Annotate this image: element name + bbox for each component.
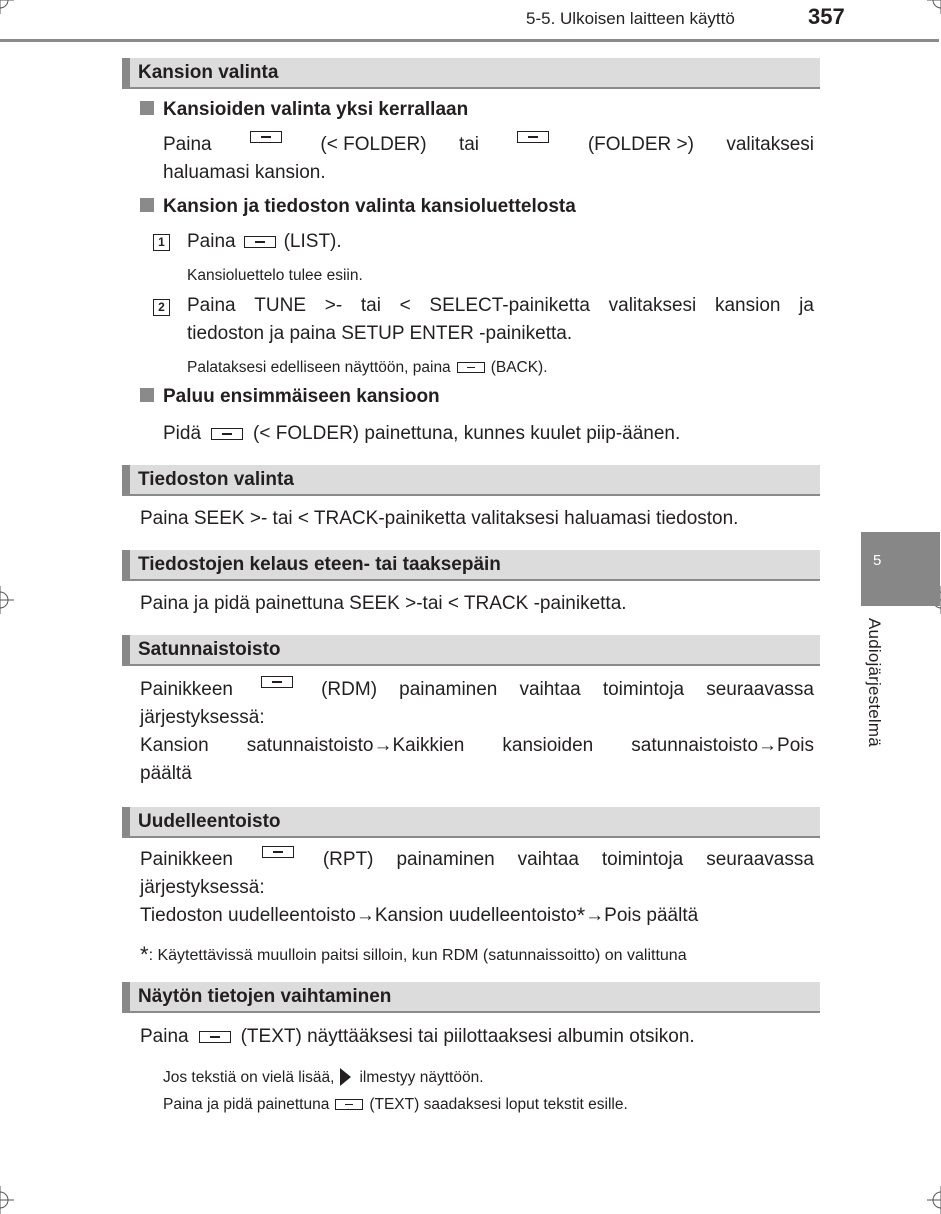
paragraph-return-first-folder xyxy=(163,420,680,448)
section-title: Näytön tietojen vaihtaminen xyxy=(138,986,392,1007)
text: SELECT-painiketta xyxy=(429,295,590,316)
button-icon-rpt xyxy=(262,846,294,858)
text: painaminen xyxy=(396,849,495,870)
step-1-note: Kansioluettelo tulee esiin. xyxy=(187,267,363,284)
footnote-repeat xyxy=(140,942,687,968)
text: >- xyxy=(324,295,343,316)
text: Pidä xyxy=(163,423,202,444)
square-bullet-icon xyxy=(140,101,154,115)
section-title: Kansion valinta xyxy=(138,62,279,83)
text: (< FOLDER) painettuna, kunnes kuulet piip-äänen. xyxy=(253,423,681,444)
chapter-tab xyxy=(861,532,940,606)
registration-mark-bottom-right xyxy=(927,1186,941,1214)
text: toimintoja xyxy=(602,679,685,700)
button-icon-folder-next xyxy=(517,131,549,143)
button-icon-list xyxy=(244,236,276,248)
registration-mark-mid-left xyxy=(0,586,14,614)
paragraph-random-line2: järjestyksessä: xyxy=(140,707,265,728)
section-heading-repeat xyxy=(122,807,820,838)
asterisk-marker: * xyxy=(140,942,149,967)
step-number-2: 2 xyxy=(153,299,170,316)
button-icon-folder-prev xyxy=(250,131,282,143)
text: < xyxy=(399,295,411,316)
text: kansion xyxy=(714,295,781,316)
subheading-return-first-folder xyxy=(140,386,440,408)
text: tai xyxy=(360,295,381,316)
registration-mark-top-right xyxy=(927,0,941,14)
step-2-note xyxy=(187,359,548,377)
text: →Pois päältä xyxy=(585,905,699,926)
square-bullet-icon xyxy=(140,388,154,402)
section-heading-folder-select xyxy=(122,58,820,89)
section-title: Satunnaistoisto xyxy=(138,639,281,660)
subheading-folder-one-by-one xyxy=(140,99,468,121)
section-heading-random xyxy=(122,635,820,666)
text: (TEXT) näyttääksesi tai piilottaaksesi albumin otsikon. xyxy=(240,1026,695,1047)
text: Paina xyxy=(163,134,212,155)
paragraph-folder-buttons xyxy=(163,131,814,159)
subheading-text: Paluu ensimmäiseen kansioon xyxy=(163,386,440,407)
text: ilmestyy näyttöön. xyxy=(359,1069,484,1086)
text: satunnaistoisto→Pois xyxy=(631,735,814,756)
running-header-title: 5-5. Ulkoisen laitteen käyttö xyxy=(526,9,735,28)
subheading-folder-list xyxy=(140,196,576,218)
button-icon-rdm xyxy=(261,676,293,688)
subheading-text: Kansion ja tiedoston valinta kansioluettelosta xyxy=(163,196,576,217)
play-arrow-icon xyxy=(340,1068,351,1086)
paragraph-repeat-line2: järjestyksessä: xyxy=(140,877,265,898)
step-number-1: 1 xyxy=(153,234,170,251)
text: kansioiden xyxy=(502,735,594,756)
registration-mark-top-left xyxy=(0,0,14,14)
paragraph-random-line4: päältä xyxy=(140,763,192,784)
paragraph-random-line3 xyxy=(140,732,814,760)
section-heading-display xyxy=(122,982,820,1013)
text: Tiedoston uudelleentoisto→Kansion uudelleentoisto xyxy=(140,905,577,926)
text: Paina xyxy=(187,231,236,252)
section-title: Tiedostojen kelaus eteen- tai taaksepäin xyxy=(138,554,501,575)
paragraph-continuation: haluamasi kansion. xyxy=(163,162,326,183)
text: : Käytettävissä muulloin paitsi silloin, kun RDM (satunnaissoitto) on valittuna xyxy=(148,947,687,964)
text: tai xyxy=(458,134,480,155)
text: (FOLDER >) xyxy=(587,134,694,155)
text: TUNE xyxy=(254,295,307,316)
text: (LIST). xyxy=(283,231,342,252)
text: (RPT) xyxy=(322,849,374,870)
text: Paina xyxy=(187,295,236,316)
button-icon-back xyxy=(457,362,485,373)
button-icon-text xyxy=(335,1099,363,1110)
header-divider xyxy=(0,39,939,42)
text: vaihtaa xyxy=(517,849,579,870)
section-heading-fast-forward xyxy=(122,550,820,581)
text: valitaksesi xyxy=(726,134,814,155)
paragraph-file-select: Paina SEEK >- tai < TRACK-painiketta valitaksesi haluamasi tiedoston. xyxy=(140,508,739,529)
step-1-text xyxy=(187,228,342,256)
text: satunnaistoisto→Kaikkien xyxy=(246,735,465,756)
text: Painikkeen xyxy=(140,849,233,870)
paragraph-random-line1 xyxy=(140,676,814,704)
paragraph-repeat-line1 xyxy=(140,846,814,874)
text: seuraavassa xyxy=(706,679,814,700)
text: (BACK). xyxy=(490,359,548,376)
section-heading-file-select xyxy=(122,465,820,496)
text: Paina xyxy=(140,1026,189,1047)
asterisk-marker: * xyxy=(576,903,586,928)
text: Kansion xyxy=(140,735,209,756)
text: (TEXT) saadaksesi loput tekstit esille. xyxy=(369,1096,628,1113)
text: vaihtaa xyxy=(519,679,581,700)
note-more-text xyxy=(163,1068,484,1087)
note-hold-text xyxy=(163,1096,628,1114)
text: painaminen xyxy=(399,679,498,700)
text: (< FOLDER) xyxy=(320,134,427,155)
registration-mark-bottom-left xyxy=(0,1186,14,1214)
section-title: Uudelleentoisto xyxy=(138,811,281,832)
section-title: Tiedoston valinta xyxy=(138,469,294,490)
paragraph-fast-forward: Paina ja pidä painettuna SEEK >-tai < TRACK -painiketta. xyxy=(140,593,627,614)
button-icon-text xyxy=(199,1031,231,1043)
text: Jos tekstiä on vielä lisää, xyxy=(163,1069,335,1086)
text: toimintoja xyxy=(601,849,684,870)
page-number: 357 xyxy=(808,4,845,29)
paragraph-repeat-line3 xyxy=(140,902,698,930)
text: ja xyxy=(799,295,814,316)
chapter-label: Audiojärjestelmä xyxy=(865,618,884,747)
step-2-text xyxy=(187,292,814,320)
square-bullet-icon xyxy=(140,198,154,212)
text: (RDM) xyxy=(321,679,378,700)
text: Paina ja pidä painettuna xyxy=(163,1096,330,1113)
chapter-number: 5 xyxy=(873,552,882,569)
paragraph-display xyxy=(140,1023,695,1051)
text: seuraavassa xyxy=(706,849,814,870)
subheading-text: Kansioiden valinta yksi kerrallaan xyxy=(163,99,469,120)
step-2-continuation: tiedoston ja paina SETUP ENTER -painiketta. xyxy=(187,323,573,344)
text: valitaksesi xyxy=(608,295,697,316)
text: Painikkeen xyxy=(140,679,233,700)
button-icon-folder-prev xyxy=(211,428,243,440)
text: Palataksesi edelliseen näyttöön, paina xyxy=(187,359,451,376)
